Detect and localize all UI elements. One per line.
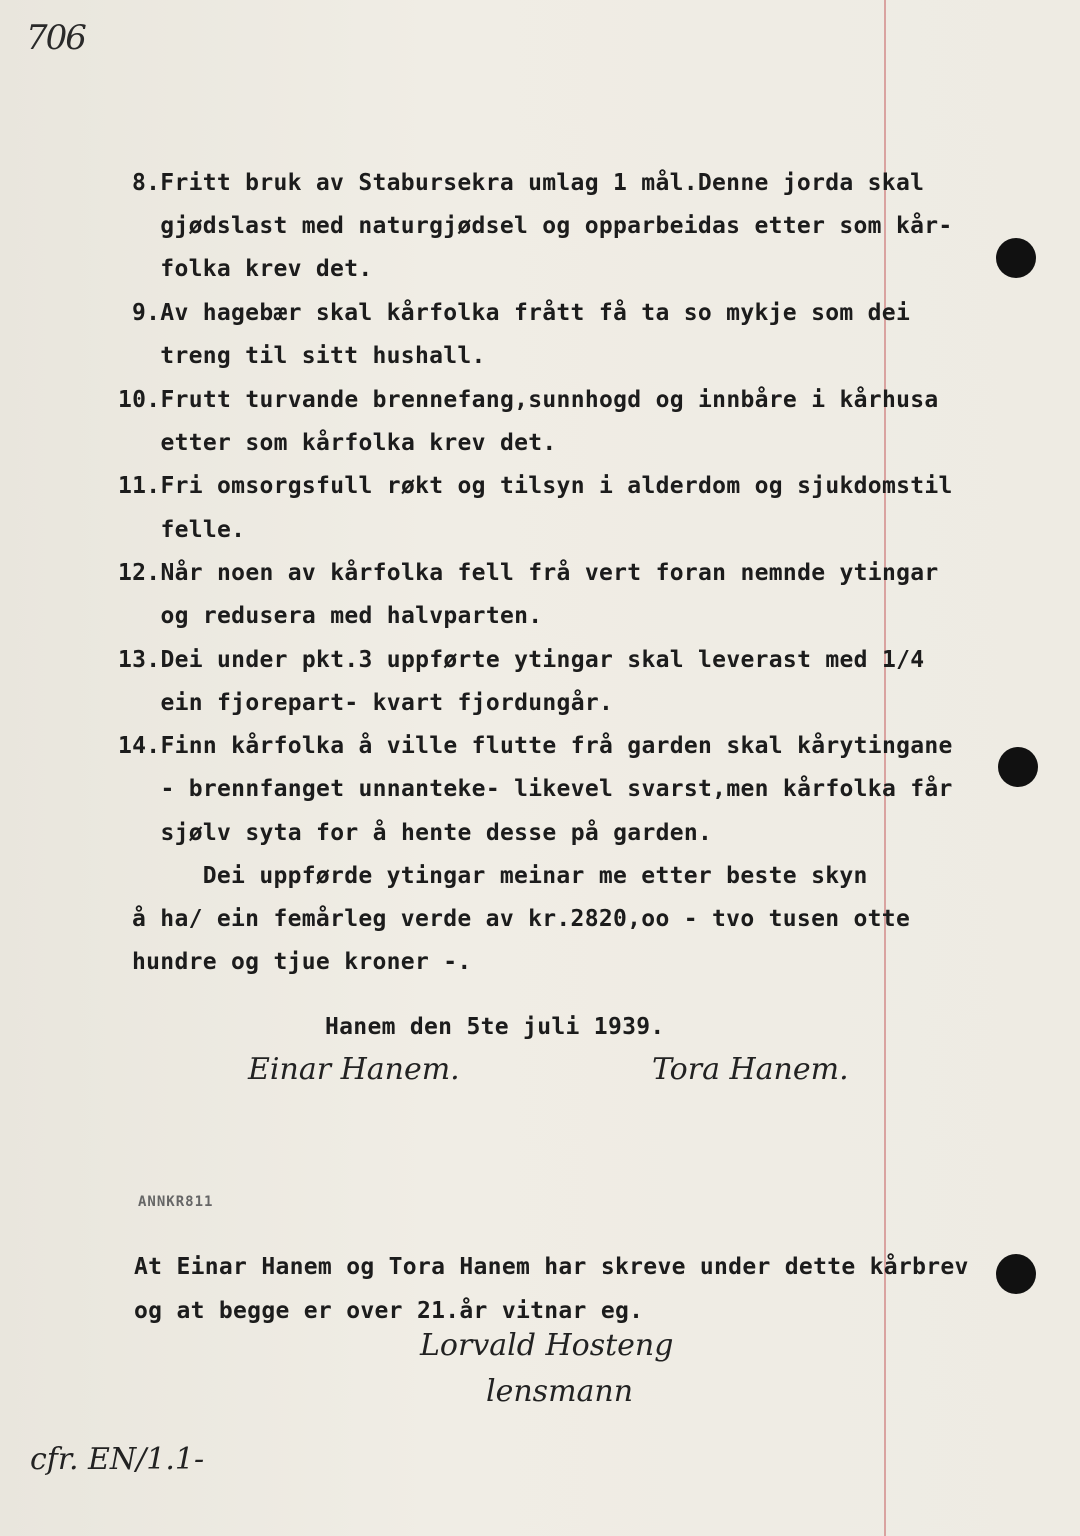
item-line: folka krev det.: [132, 256, 373, 282]
item-line: 11.Fri omsorgsfull røkt og tilsyn i alderdom og sjukdomstil: [118, 473, 953, 499]
item-line: og redusera med halvparten.: [118, 603, 543, 629]
item-line: - brennfanget unnanteke- likevel svarst,men kårfolka får: [118, 776, 953, 802]
date-line: Hanem den 5te juli 1939.: [325, 1014, 665, 1040]
footnote-reference: cfr. EN/1.1-: [30, 1442, 205, 1477]
witness-line: og at begge er over 21.år vitnar eg.: [134, 1298, 644, 1324]
item-line: 13.Dei under pkt.3 uppførte ytingar skal leverast med 1/4: [118, 647, 925, 673]
punch-hole: [998, 747, 1038, 787]
valuation-line: å ha/ ein femårleg verde av kr.2820,oo - tvo tusen otte: [132, 906, 911, 932]
faint-stamp: ANNKR811: [138, 1194, 214, 1210]
witness-signature-name: Lorvald Hosteng: [420, 1328, 674, 1363]
item-line: ein fjorepart- kvart fjordungår.: [118, 690, 614, 716]
witness-signature-title: lensmann: [486, 1374, 634, 1409]
item-line: 10.Frutt turvande brennefang,sunnhogd og innbåre i kårhusa: [118, 387, 939, 413]
valuation-line: Dei uppførde ytingar meinar me etter beste skyn: [132, 863, 868, 889]
signature-tora: Tora Hanem.: [652, 1052, 849, 1087]
item-line: sjølv syta for å hente desse på garden.: [118, 820, 713, 846]
page-number: 706: [26, 18, 85, 58]
punch-hole: [996, 238, 1036, 278]
item-line: felle.: [118, 517, 246, 543]
item-line: gjødslast med naturgjødsel og opparbeidas etter som kår-: [132, 213, 953, 239]
punch-hole: [996, 1254, 1036, 1294]
item-line: 14.Finn kårfolka å ville flutte frå garden skal kårytingane: [118, 733, 953, 759]
signature-einar: Einar Hanem.: [248, 1052, 460, 1087]
witness-line: At Einar Hanem og Tora Hanem har skreve under dette kårbrev: [134, 1254, 969, 1280]
item-line: etter som kårfolka krev det.: [118, 430, 557, 456]
valuation-line: hundre og tjue kroner -.: [132, 949, 472, 975]
item-line: 12.Når noen av kårfolka fell frå vert foran nemnde ytingar: [118, 560, 939, 586]
item-line: treng til sitt hushall.: [132, 343, 486, 369]
item-line: 8.Fritt bruk av Stabursekra umlag 1 mål.Denne jorda skal: [132, 170, 925, 196]
item-line: 9.Av hagebær skal kårfolka frått få ta so mykje som dei: [132, 300, 911, 326]
